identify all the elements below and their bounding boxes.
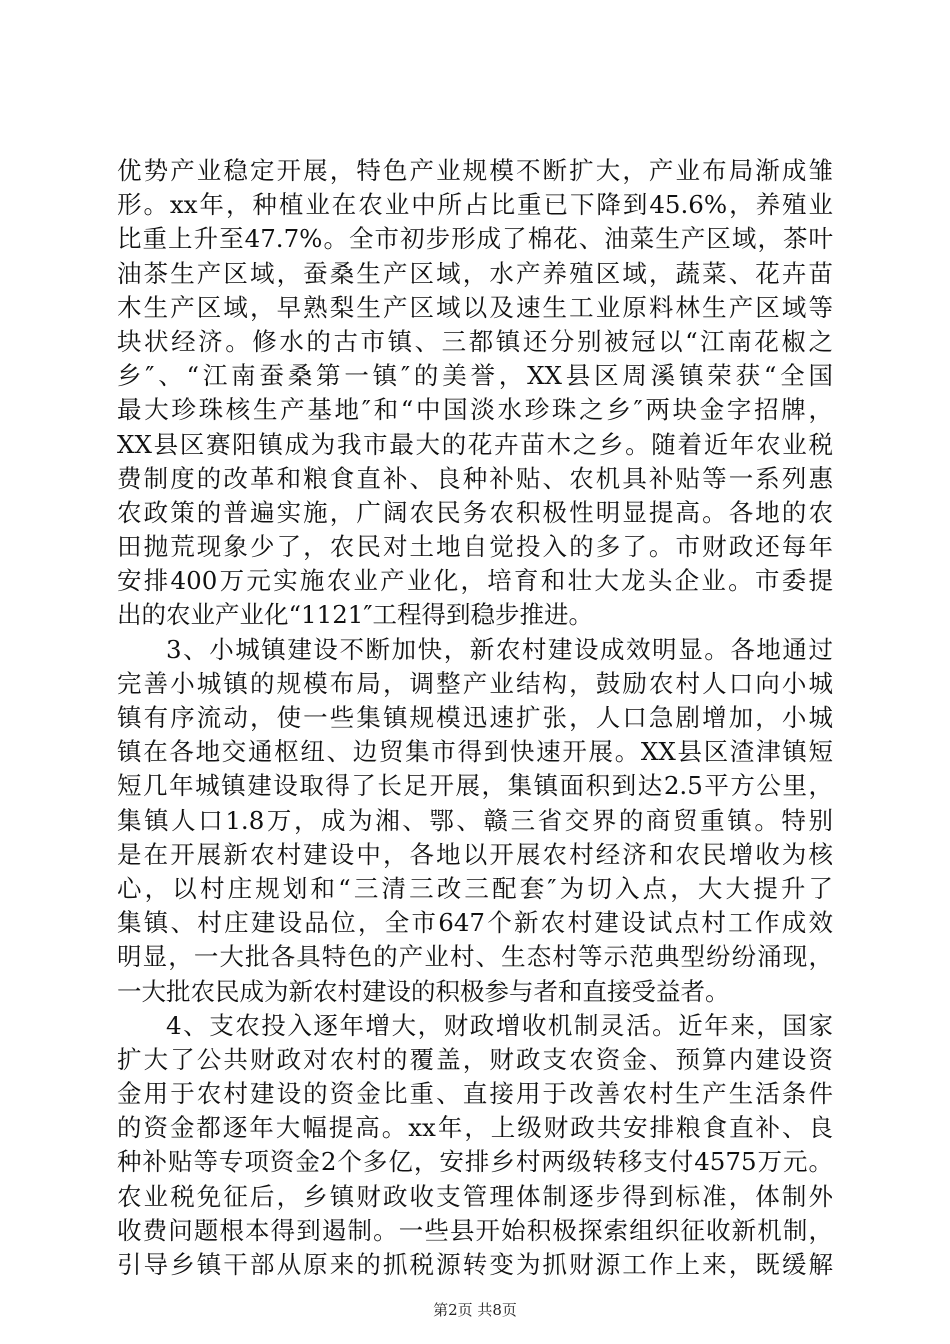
text-line: 引导乡镇干部从原来的抓税源转变为抓财源工作上来，既缓解 — [117, 1250, 833, 1279]
text-line: XX县区赛阳镇成为我市最大的花卉苗木之乡。随着近年农业税 — [117, 429, 833, 459]
text-line: 集镇人口1.8万，成为湘、鄂、赣三省交界的商贸重镇。特别 — [117, 805, 833, 835]
page-footer — [0, 1300, 950, 1320]
text-line: 完善小城镇的规模布局，调整产业结构，鼓励农村人口向小城 — [117, 668, 833, 698]
text-line: 块状经济。修水的古市镇、三都镇还分别被冠以“江南花椒之 — [117, 326, 833, 356]
text-line: 农业税免征后，乡镇财政收支管理体制逐步得到标准，体制外 — [117, 1181, 833, 1211]
text-line: 安排400万元实施农业产业化，培育和壮大龙头企业。市委提 — [117, 566, 833, 596]
text-line: 一大批农民成为新农村建设的积极参与者和直接受益者。 — [117, 976, 730, 1006]
text-line: 木生产区域，早熟梨生产区域以及速生工业原料林生产区域等 — [117, 292, 833, 322]
text-line: 明显，一大批各具特色的产业村、生态村等示范典型纷纷涌现， — [117, 942, 833, 972]
paragraph-start-line: 4、支农投入逐年增大，财政增收机制灵活。近年来，国家 — [166, 1010, 833, 1040]
text-line: 扩大了公共财政对农村的覆盖，财政支农资金、预算内建设资 — [117, 1044, 833, 1074]
body-text — [117, 154, 833, 1282]
text-line: 心，以村庄规划和“三清三改三配套″为切入点，大大提升了 — [117, 873, 833, 903]
text-line: 集镇、村庄建设品位，全市647个新农村建设试点村工作成效 — [117, 908, 833, 938]
text-line: 形。xx年，种植业在农业中所占比重已下降到45.6%，养殖业 — [117, 190, 833, 220]
text-line: 种补贴等专项资金2个多亿，安排乡村两级转移支付4575万元。 — [117, 1147, 833, 1177]
text-line: 优势产业稳定开展，特色产业规模不断扩大，产业布局渐成雏 — [117, 156, 833, 185]
text-line: 镇有序流动，使一些集镇规模迅速扩张，人口急剧增加，小城 — [117, 703, 833, 732]
paragraph-start-line: 3、小城镇建设不断加快，新农村建设成效明显。各地通过 — [166, 634, 833, 664]
text-line: 是在开展新农村建设中，各地以开展农村经济和农民增收为核 — [117, 839, 833, 869]
text-line: 比重上升至47.7%。全市初步形成了棉花、油菜生产区域，茶叶 — [117, 224, 833, 254]
page-number-label: 第2页 共8页 — [433, 1301, 517, 1319]
text-line: 乡″、“江南蚕桑第一镇″的美誉，XX县区周溪镇荣获“全国 — [117, 361, 833, 391]
text-line: 的资金都逐年大幅提高。xx年，上级财政共安排粮食直补、良 — [117, 1113, 833, 1143]
text-line: 金用于农村建设的资金比重、直接用于改善农村生产生活条件 — [117, 1079, 833, 1109]
text-line: 农政策的普遍实施，广阔农民务农积极性明显提高。各地的农 — [117, 497, 833, 527]
text-line: 最大珍珠核生产基地″和“中国淡水珍珠之乡″两块金字招牌， — [117, 395, 833, 425]
text-line: 田抛荒现象少了，农民对土地自觉投入的多了。市财政还每年 — [117, 532, 833, 562]
text-line: 收费问题根本得到遏制。一些县开始积极探索组织征收新机制， — [117, 1215, 833, 1245]
text-line: 油茶生产区域，蚕桑生产区域，水产养殖区域，蔬菜、花卉苗 — [117, 258, 833, 288]
text-line: 出的农业产业化“1121″工程得到稳步推进。 — [117, 600, 594, 630]
text-line: 费制度的改革和粮食直补、良种补贴、农机具补贴等一系列惠 — [117, 463, 833, 493]
text-line: 镇在各地交通枢纽、边贸集市得到快速开展。XX县区渣津镇短 — [117, 737, 833, 767]
text-line: 短几年城镇建设取得了长足开展，集镇面积到达2.5平方公里， — [117, 771, 833, 801]
